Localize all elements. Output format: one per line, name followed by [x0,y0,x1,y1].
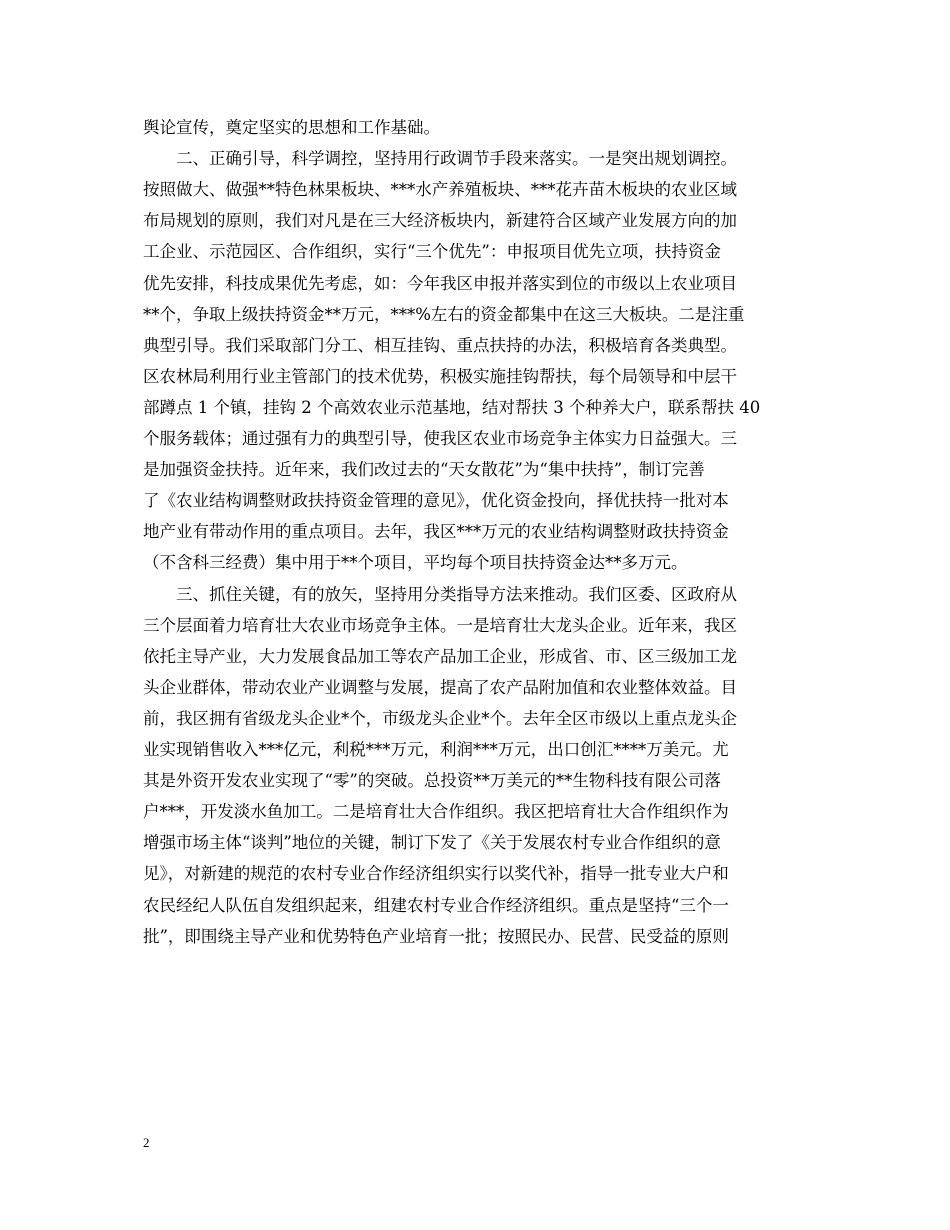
text-line: 部蹲点 1 个镇，挂钩 2 个高效农业示范基地，结对帮扶 3 个种养大户，联系帮扶 40 [143,397,761,417]
text-line: 其是外资开发农业实现了“零”的突破。总投资**万美元的**生物科技有限公司落 [143,771,721,791]
text-line: 工企业、示范园区、合作组织，实行“三个优先”：申报项目优先立项，扶持资金 [143,242,721,262]
text-line: 前，我区拥有省级龙头企业*个，市级龙头企业*个。去年全区市级以上重点龙头企 [143,708,737,728]
text-line: （不含科三经费）集中用于**个项目，平均每个项目扶持资金达**多万元。 [143,553,688,573]
text-line: 见》，对新建的规范的农村专业合作经济组织实行以奖代补，指导一批专业大户和 [143,864,729,884]
text-line: 了《农业结构调整财政扶持资金管理的意见》，优化资金投向，择优扶持一批对本 [143,491,729,511]
text-line: 按照做大、做强**特色林果板块、***水产养殖板块、***花卉苗木板块的农业区域 [143,180,737,200]
text-line: **个，争取上级扶持资金**万元，***%左右的资金都集中在这三大板块。二是注重 [143,304,745,324]
text-line: 增强市场主体“谈判”地位的关键，制订下发了《关于发展农村专业合作组织的意 [143,833,721,853]
text-line: 个服务载体；通过强有力的典型引导，使我区农业市场竞争主体实力日益强大。三 [143,429,737,448]
text-line: 区农林局利用行业主管部门的技术优势，积极实施挂钩帮扶，每个局领导和中层干 [143,366,737,386]
text-line: 三、抓住关键，有的放矢，坚持用分类指导方法来推动。我们区委、区政府从 [143,584,737,604]
text-line: 农民经纪人队伍自发组织起来，组建农村专业合作经济组织。重点是坚持“三个一 [143,895,729,915]
text-line: 二、正确引导，科学调控，坚持用行政调节手段来落实。一是突出规划调控。 [143,149,737,169]
text-line: 户***，开发淡水鱼加工。二是培育壮大合作组织。我区把培育壮大合作组织作为 [143,802,729,822]
text-line: 舆论宣传，奠定坚实的思想和工作基础。 [143,118,440,137]
page-number: 2 [143,1135,150,1150]
text-line: 优先安排，科技成果优先考虑，如：今年我区申报并落实到位的市级以上农业项目 [143,273,737,293]
text-line: 业实现销售收入***亿元，利税***万元，利润***万元，出口创汇****万美元。尤 [143,740,729,759]
text-line: 典型引导。我们采取部门分工、相互挂钩、重点扶持的办法，积极培育各类典型。 [143,335,737,355]
text-line: 三个层面着力培育壮大农业市场竞争主体。一是培育壮大龙头企业。近年来，我区 [143,615,737,635]
text-line: 布局规划的原则，我们对凡是在三大经济板块内，新建符合区域产业发展方向的加 [143,211,737,231]
text-line: 地产业有带动作用的重点项目。去年，我区***万元的农业结构调整财政扶持资金 [143,522,729,542]
text-line: 头企业群体，带动农业产业调整与发展，提高了农产品附加值和农业整体效益。目 [143,677,737,697]
text-line: 是加强资金扶持。近年来，我们改过去的“天女散花”为“集中扶持”，制订完善 [143,460,705,480]
text-line: 批”，即围绕主导产业和优势特色产业培育一批；按照民办、民营、民受益的原则 [143,926,729,946]
text-line: 依托主导产业，大力发展食品加工等农产品加工企业，形成省、市、区三级加工龙 [143,646,737,666]
